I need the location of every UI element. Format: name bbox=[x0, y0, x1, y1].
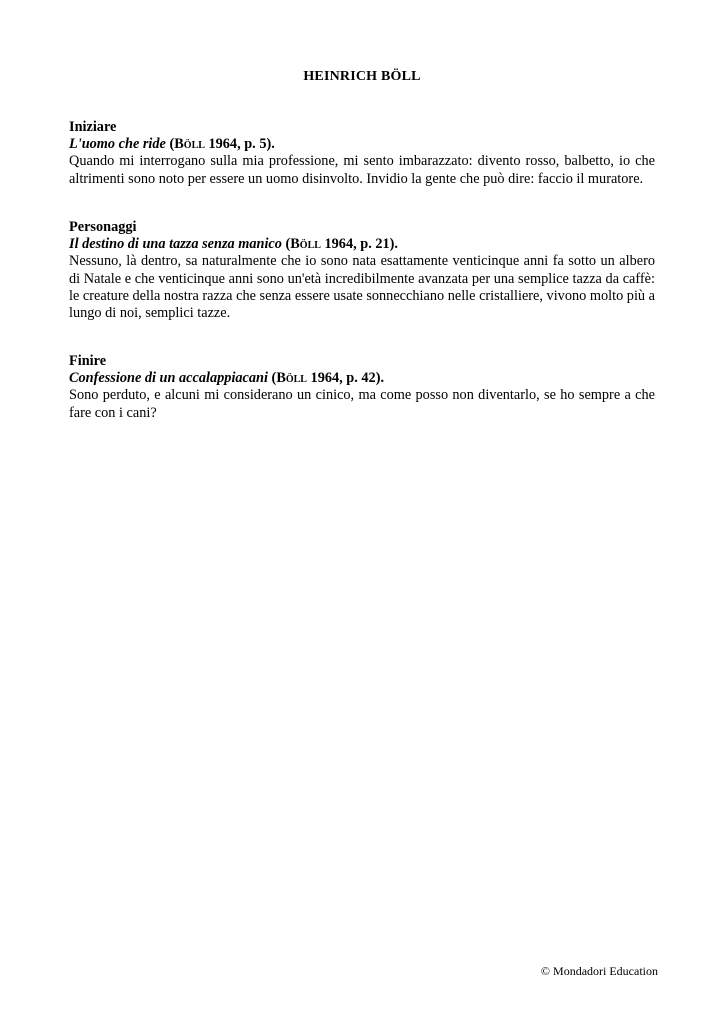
excerpt-text: Quando mi interrogano sulla mia professione, mi sento imbarazzato: divento rosso, balbetto, io che altrimenti sono noto per essere un uomo disinvolto. Invidio la gente che può dire: faccio il muratore. bbox=[69, 153, 655, 187]
excerpt-text: Sono perduto, e alcuni mi considerano un cinico, ma come posso non diventarlo, se ho sempre a che fare con i cani? bbox=[69, 387, 655, 421]
citation-author: Böll bbox=[290, 236, 321, 253]
section-heading: Personaggi bbox=[69, 219, 137, 235]
citation-author: Böll bbox=[174, 136, 205, 153]
citation-details: 1964, p. 42). bbox=[306, 370, 385, 387]
section-iniziare bbox=[69, 119, 655, 188]
section-personaggi bbox=[69, 219, 655, 322]
section-heading: Iniziare bbox=[69, 119, 117, 135]
work-title: Confessione di un accalappiacani bbox=[69, 370, 268, 387]
section-heading: Finire bbox=[69, 353, 107, 369]
citation-open: ( bbox=[267, 370, 277, 387]
citation-open: ( bbox=[165, 136, 175, 153]
work-title: L'uomo che ride bbox=[69, 136, 166, 153]
citation-details: 1964, p. 5). bbox=[204, 136, 275, 153]
citation bbox=[69, 370, 655, 387]
citation-details: 1964, p. 21). bbox=[320, 236, 398, 253]
footer-copyright: © Mondadori Education bbox=[540, 964, 658, 978]
page-title: HEINRICH BÖLL bbox=[303, 69, 421, 84]
excerpt-text: Nessuno, là dentro, sa naturalmente che io sono nata esattamente venticinque anni fa sotto un albero di Natale e che venticinque anni sono un'età incredibilmente avanzata per una semplice tazza da caffè: le creature della nostra razza che senza essere usate sonnecchiano nelle cristalliere, vivono molto più a lungo di noi, semplici tazze. bbox=[69, 253, 655, 322]
citation-open: ( bbox=[281, 236, 291, 253]
section-finire bbox=[69, 353, 655, 422]
citation bbox=[69, 136, 655, 153]
work-title: Il destino di una tazza senza manico bbox=[69, 236, 282, 253]
citation-author: Böll bbox=[276, 370, 307, 387]
citation bbox=[69, 236, 655, 253]
